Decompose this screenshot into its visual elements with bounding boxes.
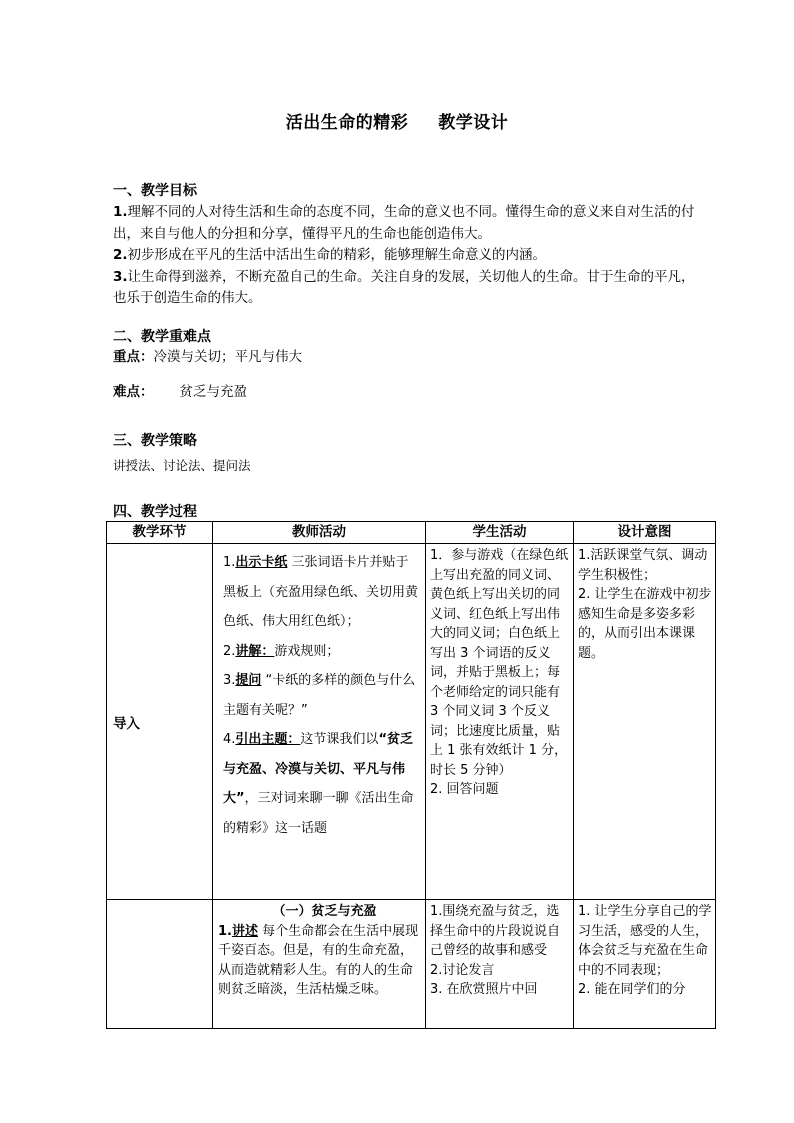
step-label: 出示卡纸	[235, 555, 288, 570]
step-num: 4.	[223, 732, 236, 747]
teacher-step-4	[223, 725, 421, 843]
title-main: 活出生命的精彩	[285, 113, 409, 133]
step-num: 1.	[218, 923, 232, 939]
intent-cell: 1.活跃课堂气氛、调动学生积极性； 2. 让学生在游戏中初步感知生命是多姿多彩的，从而引出本课课题。	[574, 544, 716, 900]
key-text: 冷漠与关切；平凡与伟大	[153, 349, 302, 365]
process-table	[106, 521, 716, 1029]
goal-text-1: 理解不同的人对待生活和生命的态度不同，生命的意义也不同。懂得生命的意义来自对生活的付出，来自与他人的分担和分享，懂得平凡的生命也能创造伟大。	[113, 204, 695, 242]
step-label: 讲解：	[235, 643, 275, 659]
teacher-step-1	[223, 548, 421, 637]
section-heading-process: 四、教学过程	[113, 504, 197, 520]
section-heading-keypoints: 二、教学重难点	[113, 329, 211, 345]
table-row	[107, 544, 716, 900]
stage-cell: 导入	[107, 544, 213, 900]
key-point-line	[113, 347, 302, 368]
step-text: 这节课我们以	[300, 732, 379, 747]
goal-text-2: 初步形成在平凡的生活中活出生命的精彩，能够理解生命意义的内涵。	[127, 247, 547, 263]
table-row	[107, 900, 716, 1029]
key-label: 重点：	[113, 349, 154, 365]
difficulty-line	[113, 382, 247, 403]
goal-item-1	[113, 202, 703, 245]
step-tail-text: ，三对词来聊一聊《活出生命的精彩》这一话题	[223, 791, 414, 836]
step-label: 提问	[235, 673, 262, 688]
step-text: 每个生命都会在生活中展现千姿百态。但是，有的生命充盈，从而造就精彩人生。有的人的生命则贫乏暗淡，生活枯燥乏味。	[218, 923, 419, 997]
goal-text-3: 让生命得到滋养，不断充盈自己的生命。关注自身的发展，关切他人的生命。甘于生命的平凡，也乐于创造生命的伟大。	[113, 268, 695, 306]
goal-num-3: 3.	[113, 268, 128, 285]
teacher-cell	[213, 900, 426, 1029]
header-stage: 教学环节	[107, 522, 213, 544]
document-title	[0, 108, 794, 133]
goal-num-1: 1.	[113, 204, 128, 220]
step-num: 2.	[223, 643, 236, 659]
step-bold-text: “贫乏与充盈、冷漠与关切、平凡与伟大”	[223, 732, 413, 806]
teacher-cell	[213, 544, 426, 900]
teacher-step-1	[218, 922, 421, 1000]
table-header-row	[107, 522, 716, 544]
intent-cell: 1. 让学生分享自己的学习生活，感受的人生，体会贫乏与充盈在生命中的不同表现； 2. 能在同学们的分	[574, 900, 716, 1029]
goal-item-3	[113, 267, 703, 310]
step-label: 讲述	[231, 923, 258, 939]
difficulty-text: 贫乏与充盈	[179, 384, 247, 400]
step-text: 游戏规则；	[274, 643, 340, 659]
goal-num-2: 2.	[113, 247, 128, 263]
teacher-step-3	[223, 666, 421, 725]
student-cell: 1．参与游戏（在绿色纸上写出充盈的同义词、黄色纸上写出关切的同义词、红色纸上写出伟大的同义词；白色纸上写出 3 个词语的反义词，并贴于黑板上；每个老师给定的词只能有 3 个同义词 3 个反义词；比速度比质量，贴上 1 张有效纸计 1 分，时长 5 分钟） 2. 回答问题	[426, 544, 574, 900]
section-heading-goals: 一、教学目标	[113, 183, 197, 199]
strategy-text: 讲授法、讨论法、提问法	[113, 458, 251, 473]
header-teacher: 教师活动	[213, 522, 426, 544]
stage-cell	[107, 900, 213, 1029]
teacher-subheading: （一）贫乏与充盈	[272, 904, 377, 919]
teacher-step-2	[223, 637, 421, 667]
title-sub: 教学设计	[438, 113, 509, 133]
difficulty-label: 难点：	[113, 384, 154, 400]
step-text: 三张词语卡片并贴于黑板上（充盈用绿色纸、关切用黄色纸、伟大用红色纸）；	[223, 555, 419, 629]
section-heading-strategy: 三、教学策略	[113, 433, 197, 449]
header-intent: 设计意图	[574, 522, 716, 544]
step-num: 1.	[223, 555, 236, 570]
goal-item-2	[113, 245, 703, 267]
step-text: “卡纸的多样的颜色与什么主题有关呢？”	[223, 673, 416, 718]
goals-list	[113, 202, 703, 310]
step-label: 引出主题：	[235, 732, 301, 747]
step-num: 3.	[223, 673, 236, 688]
header-student: 学生活动	[426, 522, 574, 544]
student-cell: 1.围绕充盈与贫乏，选择生命中的片段说说自己曾经的故事和感受 2.讨论发言 3. 在欣赏照片中回	[426, 900, 574, 1029]
